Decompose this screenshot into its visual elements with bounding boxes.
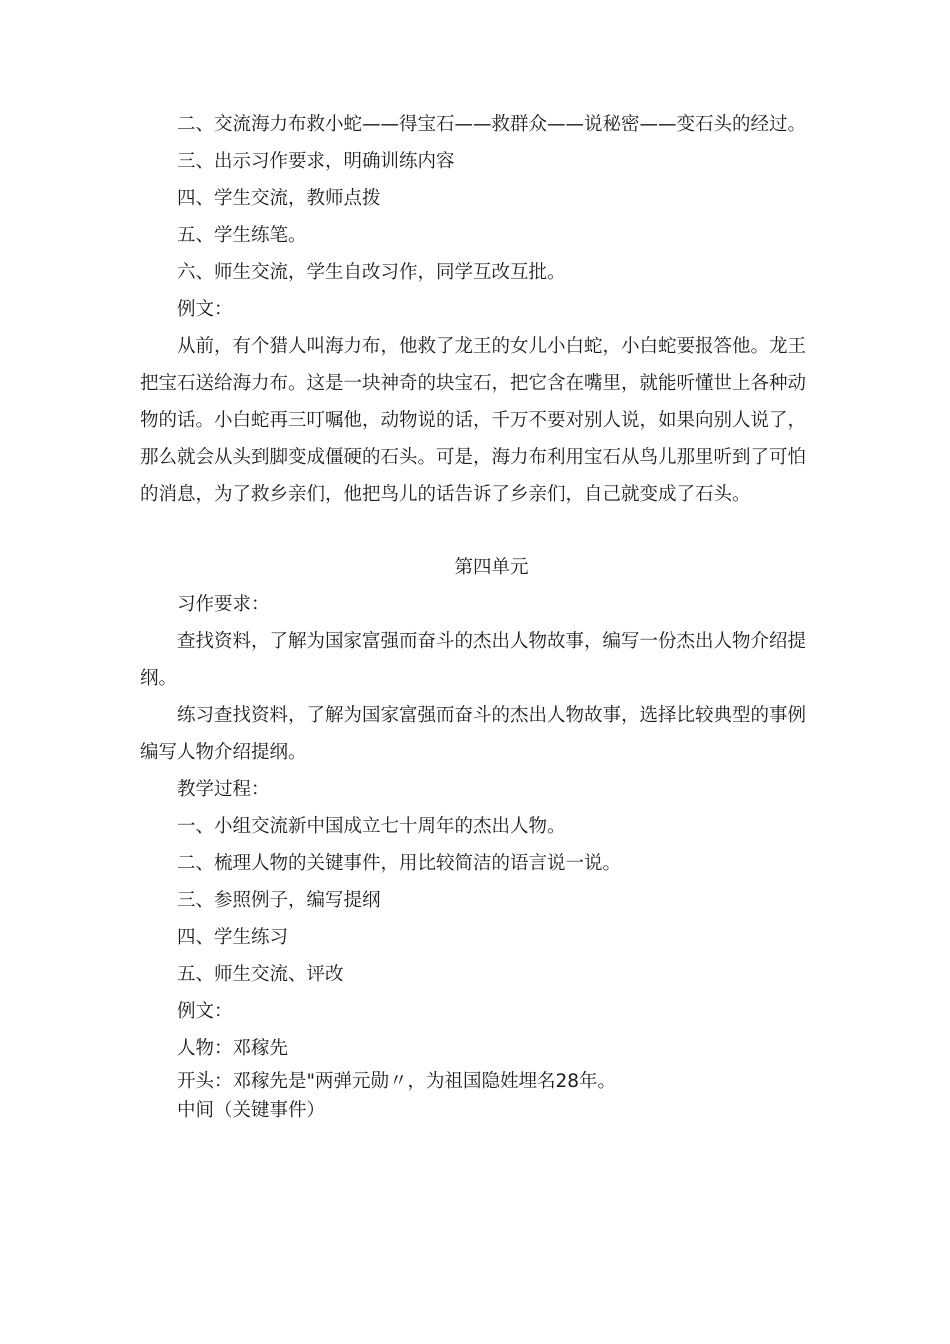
paragraph-requirements-1: 查找资料，了解为国家富强而奋斗的杰出人物故事，编写一份杰出人物介绍提纲。 <box>140 631 807 689</box>
paragraph-requirements-label: 习作要求： <box>177 594 270 615</box>
paragraph-person: 人物：邓稼先 <box>177 1038 289 1059</box>
paragraph-process-step-2: 二、梳理人物的关键事件，用比较简洁的语言说一说。 <box>177 853 622 874</box>
paragraph-step-three: 三、出示习作要求，明确训练内容 <box>177 151 455 172</box>
paragraph-step-two: 二、交流海力布救小蛇——得宝石——救群众——说秘密——变石头的经过。 <box>177 114 807 135</box>
paragraph-process-step-5: 五、师生交流、评改 <box>177 964 344 985</box>
paragraph-step-six: 六、师生交流，学生自改习作，同学互改互批。 <box>177 262 566 283</box>
paragraph-requirements-2: 练习查找资料，了解为国家富强而奋斗的杰出人物故事，选择比较典型的事例编写人物介绍提纲。 <box>140 705 807 763</box>
paragraph-step-five: 五、学生练笔。 <box>177 225 307 246</box>
paragraph-process-step-3: 三、参照例子，编写提纲 <box>177 890 381 911</box>
paragraph-process-step-4: 四、学生练习 <box>177 927 289 948</box>
paragraph-step-four: 四、学生交流，教师点拨 <box>177 188 381 209</box>
paragraph-example-label: 例文： <box>177 299 233 320</box>
paragraph-opening: 开头：邓稼先是"两弹元勋〃，为祖国隐姓埋名28年。 <box>177 1071 617 1092</box>
paragraph-middle: 中间（关键事件） <box>177 1100 326 1121</box>
paragraph-example-story: 从前，有个猎人叫海力布，他救了龙王的女儿小白蛇，小白蛇要报答他。龙王把宝石送给海力布。这是一块神奇的块宝石，把它含在嘴里，就能听懂世上各种动物的话。小白蛇再三叮嘱他，动物说的话，千万不要对别人说，如果向别人说了，那么就会从头到脚变成僵硬的石头。可是，海力布利用宝石从鸟儿那里听到了可怕的消息，为了救乡亲们，他把鸟儿的话告诉了乡亲们，自己就变成了石头。 <box>140 336 807 505</box>
section-title: 第四单元 <box>454 557 529 578</box>
paragraph-process-label: 教学过程： <box>177 779 270 800</box>
paragraph-process-step-1: 一、小组交流新中国成立七十周年的杰出人物。 <box>177 816 566 837</box>
document-body <box>140 106 806 1125</box>
paragraph-example-label-2: 例文： <box>177 1001 233 1022</box>
